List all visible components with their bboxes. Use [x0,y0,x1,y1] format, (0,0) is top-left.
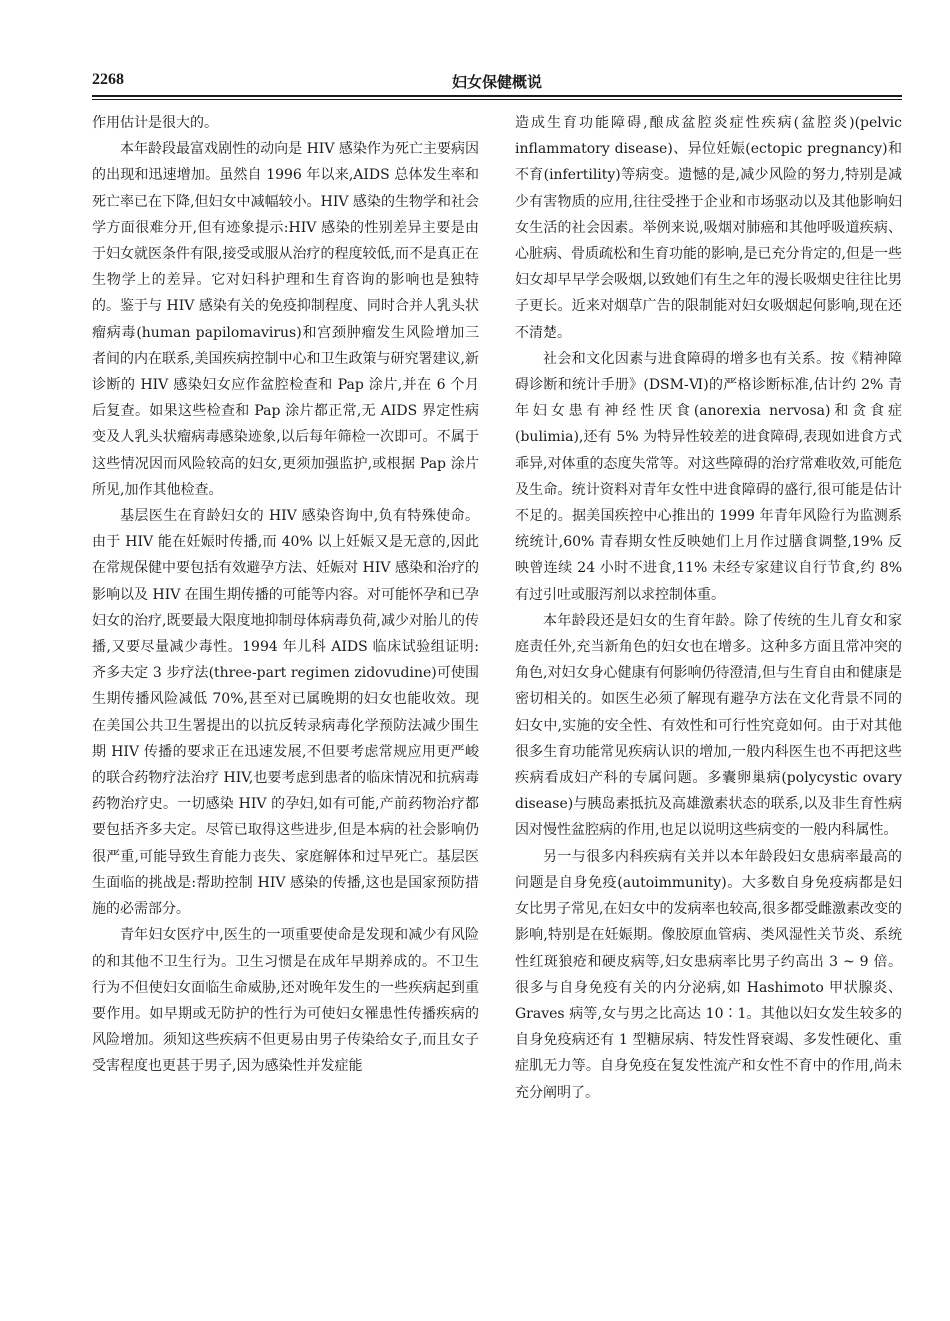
header-rule-thick [92,95,902,97]
header-rule-thin [92,99,902,100]
paragraph: 青年妇女医疗中,医生的一项重要使命是发现和减少有风险的和其他不卫生行为。卫生习惯是在成年早期养成的。不卫生行为不但使妇女面临生命威胁,还对晚年发生的一些疾病起到重要作用。如早期或无防护的性行为可使妇女罹患性传播疾病的风险增加。须知这些疾病不但更易由男子传染给女子,而且女子受害程度也更甚于男子,因为感染性并发症能 [92,927,479,1075]
page-header [92,62,902,96]
running-title: 妇女保健概说 [451,73,542,91]
paragraph: 另一与很多内科疾病有关并以本年龄段妇女患病率最高的问题是自身免疫(autoimmunity)。大多数自身免疫病都是妇女比男子常见,在妇女中的发病率也较高,很多都受雌激素改变的影响,特别是在妊娠期。像胶原血管病、类风湿性关节炎、系统性红斑狼疮和硬皮病等,妇女患病率比男子约高出 3 ~ 9 倍。很多与自身免疫有关的内分泌病,如 Hashimoto 甲状腺炎、Graves 病等,女与男之比高达 10∶1。其他以妇女发生较多的自身免疫病还有 1 型糖尿病、特发性肾衰竭、多发性硬化、重症肌无力等。自身免疫在复发性流产和女性不育中的作用,尚未充分阐明了。 [515,848,902,1101]
left-column [92,110,479,1080]
paragraph: 造成生育功能障碍,酿成盆腔炎症性疾病(盆腔炎)(pelvic inflammatory disease)、异位妊娠(ectopic pregnancy)和不育(infertility)等病变。遗憾的是,减少风险的努力,特别是减少有害物质的应用,往往受挫于企业和市场驱动以及其他影响妇女生活的社会因素。举例来说,吸烟对肺癌和其他呼吸道疾病、心脏病、骨质疏松和生育功能的影响,是已充分肯定的,但是一些妇女却早早学会吸烟,以致她们有生之年的漫长吸烟史往往比男子更长。近来对烟草广告的限制能对妇女吸烟起何影响,现在还不清楚。 [515,115,902,341]
paragraph: 作用估计是很大的。 [92,115,218,131]
paragraph: 本年龄段最富戏剧性的动向是 HIV 感染作为死亡主要病因的出现和迅速增加。虽然自 1996 年以来,AIDS 总体发生率和死亡率已在下降,但妇女中减幅较小。HIV 感染的生物学和社会学方面很难分开,但有迹象提示:HIV 感染的性别差异主要是由于妇女就医条件有限,接受或服从治疗的程度较低,而不是真正在生物学上的差异。它对妇科护理和生育咨询的影响也是独特的。鉴于与 HIV 感染有关的免疫抑制程度、同时合并人乳头状瘤病毒(human papilomavirus)和宫颈肿瘤发生风险增加三者间的内在联系,美国疾病控制中心和卫生政策与研究署建议,新诊断的 HIV 感染妇女应作盆腔检查和 Pap 涂片,并在 6 个月后复查。如果这些检查和 Pap 涂片都正常,无 AIDS 界定性病变及人乳头状瘤病毒感染迹象,以后每年筛检一次即可。不属于这些情况因而风险较高的妇女,更须加强监护,或根据 Pap 涂片所见,加作其他检查。 [92,141,479,498]
paragraph: 本年龄段还是妇女的生育年龄。除了传统的生儿育女和家庭责任外,充当新角色的妇女也在增多。这种多方面且常冲突的角色,对妇女身心健康有何影响仍待澄清,但与生育自由和健康是密切相关的。如医生必须了解现有避孕方法在文化背景不同的妇女中,实施的安全性、有效性和可行性究竟如何。由于对其他很多生育功能常见疾病认识的增加,一般内科医生也不再把这些疾病看成妇产科的专属问题。多囊卵巢病(polycystic ovary disease)与胰岛素抵抗及高雄激素状态的联系,以及非生育性病因对慢性盆腔病的作用,也足以说明这些病变的一般内科属性。 [515,612,902,839]
paragraph: 基层医生在育龄妇女的 HIV 感染咨询中,负有特殊使命。由于 HIV 能在妊娠时传播,而 40% 以上妊娠又是无意的,因此在常规保健中要包括有效避孕方法、妊娠对 HIV 感染和治疗的影响以及 HIV 在围生期传播的可能等内容。对可能怀孕和已孕妇女的治疗,既要最大限度地抑制母体病毒负荷,减少对胎儿的传播,又要尽量减少毒性。1994 年儿科 AIDS 临床试验组证明:齐多夫定 3 步疗法(three-part regimen zidovudine)可使围生期传播风险减低 70%,甚至对已属晚期的妇女也能收效。现在美国公共卫生署提出的以抗反转录病毒化学预防法减少围生期 HIV 传播的要求正在迅速发展,不但要考虑常规应用更严峻的联合药物疗法治疗 HIV,也要考虑到患者的临床情况和抗病毒药物治疗史。一切感染 HIV 的孕妇,如有可能,产前药物治疗都要包括齐多夫定。尽管已取得这些进步,但是本病的社会影响仍很严重,可能导致生育能力丧失、家庭解体和过早死亡。基层医生面临的挑战是:帮助控制 HIV 感染的传播,这也是国家预防措施的必需部分。 [92,508,479,918]
page-number: 2268 [92,71,124,88]
right-column [515,110,902,1106]
paragraph: 社会和文化因素与进食障碍的增多也有关系。按《精神障碍诊断和统计手册》(DSM-Ⅵ)的严格诊断标准,估计约 2% 青年妇女患有神经性厌食(anorexia nervosa)和贪食症(bulimia),还有 5% 为特异性较差的进食障碍,表现如进食方式乖异,对体重的态度失常等。对这些障碍的治疗常难收效,可能危及生命。统计资料对青年女性中进食障碍的盛行,很可能是估计不足的。据美国疾控中心推出的 1999 年青年风险行为监测系统统计,60% 青春期女性反映她们上月作过膳食调整,19% 反映曾连续 24 小时不进食,11% 未经专家建议自行节食,约 8% 有过引吐或服泻剂以求控制体重。 [515,350,902,603]
